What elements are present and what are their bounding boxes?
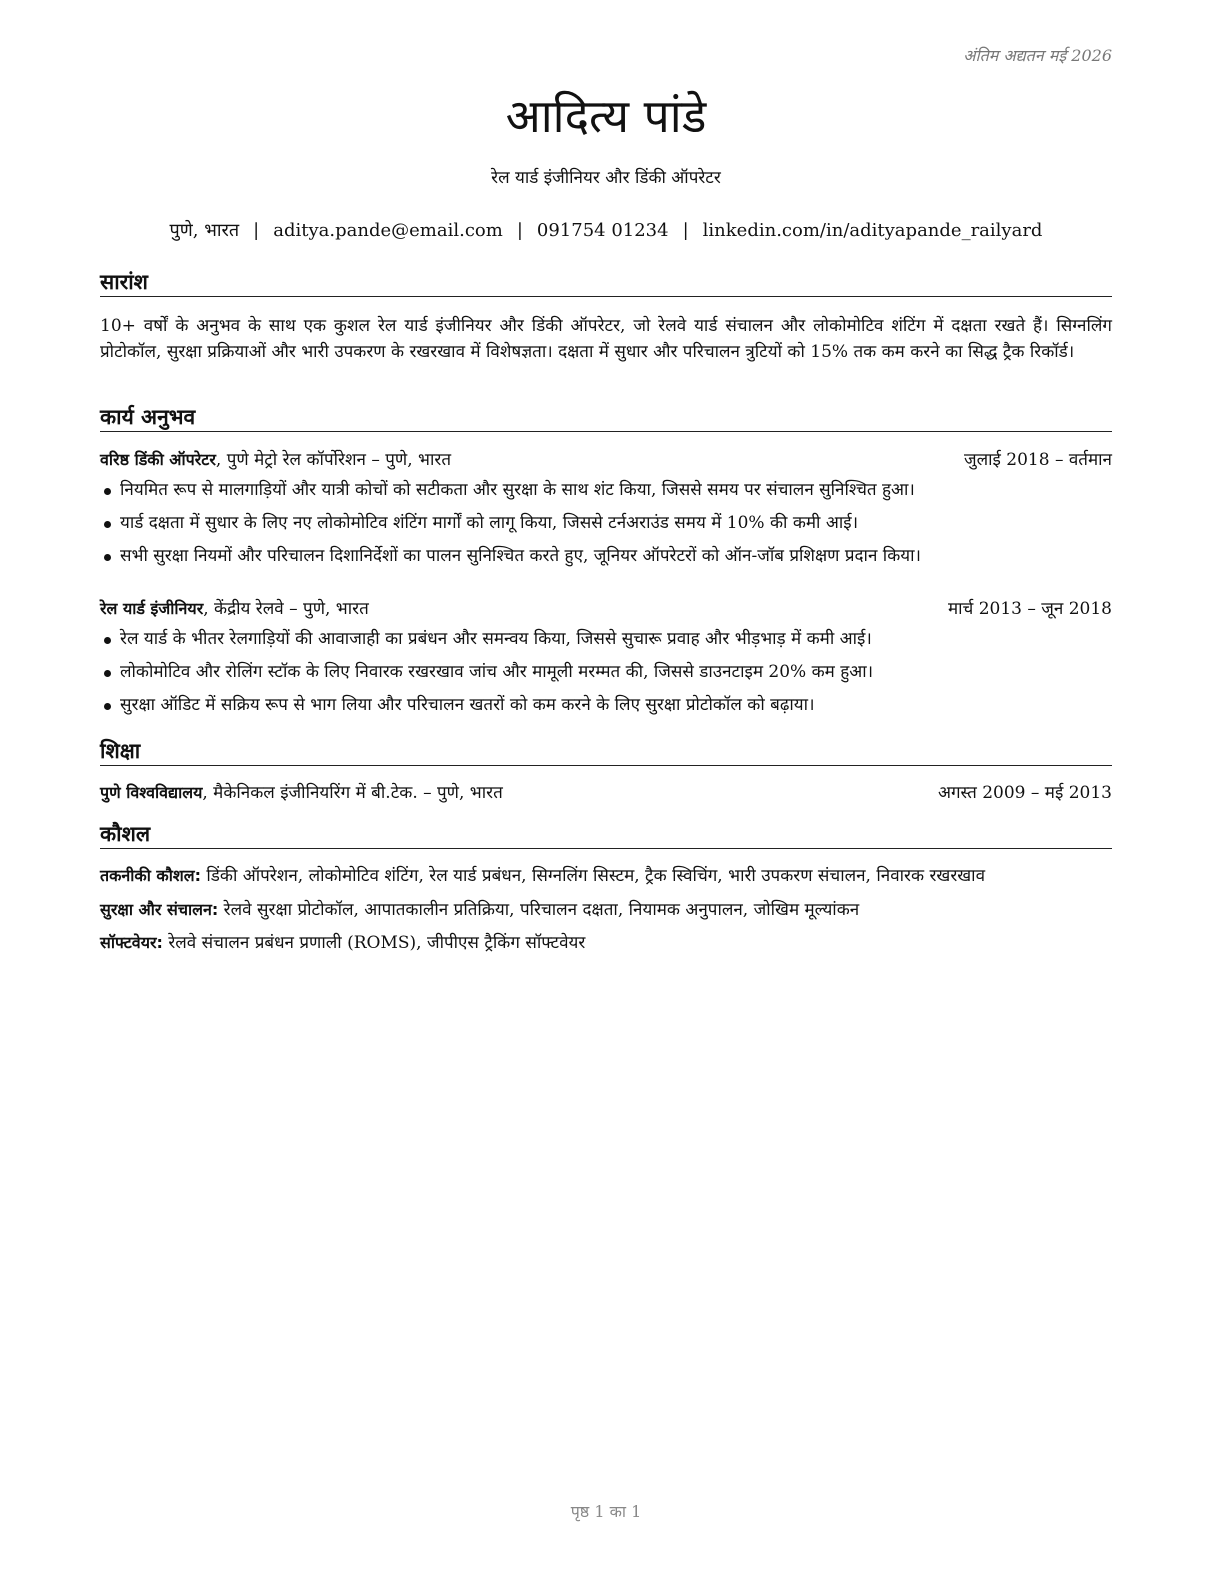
job-role: वरिष्ठ डिंकी ऑपरेटर [100,450,216,469]
education-institution-degree [100,781,503,805]
summary-text: 10+ वर्षों के अनुभव के साथ एक कुशल रेल यार्ड इंजीनियर और डिंकी ऑपरेटर, जो रेलवे यार्ड संचालन और लोकोमोटिव शंटिंग में दक्षता रखते हैं। सिग्नलिंग प्रोटोकॉल, सुरक्षा प्रक्रियाओं और भारी उपकरण के रखरखाव में विशेषज्ञता। दक्षता में सुधार और परिचालन त्रुटियों को 15% तक कम करने का सिद्ध ट्रैक रिकॉर्ड। [100,316,1112,362]
job-bullet: रेल यार्ड के भीतर रेलगाड़ियों की आवाजाही का प्रबंधन और समन्वय किया, जिससे सुचारू प्रवाह और भीड़भाड़ में कमी आई। [100,627,1112,660]
contact-location: पुणे, भारत [169,220,240,241]
education-entry [100,781,1112,805]
job-bullet: यार्ड दक्षता में सुधार के लिए नए लोकोमोटिव शंटिंग मार्गों को लागू किया, जिससे टर्नअराउंड समय में 10% की कमी आई। [100,511,1112,544]
job-org: , केंद्रीय रेलवे – पुणे, भारत [203,599,369,619]
contact-linkedin[interactable]: linkedin.com/in/adityapande_railyard [702,220,1043,241]
skill-value: रेलवे सुरक्षा प्रोटोकॉल, आपातकालीन प्रतिक्रिया, परिचालन दक्षता, नियामक अनुपालन, जोखिम मूल्यांकन [218,900,860,920]
section-title-experience: कार्य अनुभव [100,403,1112,432]
job-header [100,448,1112,472]
resume-page [100,0,1112,1584]
contact-phone: 091754 01234 [536,220,669,241]
contact-separator: | [516,220,523,241]
job-role-org [100,597,369,621]
job-bullet: लोकोमोटिव और रोलिंग स्टॉक के लिए निवारक रखरखाव जांच और मामूली मरम्मत की, जिससे डाउनटाइम 20% कम हुआ। [100,660,1112,693]
contact-separator: | [253,220,260,241]
contact-separator: | [682,220,689,241]
contact-email[interactable]: aditya.pande@email.com [273,220,503,241]
job-org: , पुणे मेट्रो रेल कॉर्पोरेशन – पुणे, भारत [215,450,452,470]
skill-label: सुरक्षा और संचालन: [100,900,219,919]
skill-label: सॉफ्टवेयर: [100,933,163,952]
section-title-education: शिक्षा [100,737,1112,766]
skill-line [100,898,1112,922]
job-bullet: नियमित रूप से मालगाड़ियों और यात्री कोचों को सटीकता और सुरक्षा के साथ शंट किया, जिससे समय पर संचालन सुनिश्चित हुआ। [100,478,1112,511]
job-bullets [100,478,1112,577]
section-title-summary: सारांश [100,268,1112,297]
job-header [100,597,1112,621]
job-dates: मार्च 2013 – जून 2018 [947,599,1112,619]
skill-line [100,931,1112,955]
job-bullet: सुरक्षा ऑडिट में सक्रिय रूप से भाग लिया और परिचालन खतरों को कम करने के लिए सुरक्षा प्रोटोकॉल को बढ़ाया। [100,693,1112,726]
job-bullets [100,627,1112,726]
last-updated: अंतिम अद्यतन मई 2026 [963,46,1112,65]
section-title-skills: कौशल [100,820,1112,849]
education-degree: , मैकेनिकल इंजीनियरिंग में बी.टेक. – पुणे, भारत [202,783,503,803]
job-bullet: सभी सुरक्षा नियमों और परिचालन दिशानिर्देशों का पालन सुनिश्चित करते हुए, जूनियर ऑपरेटरों को ऑन-जॉब प्रशिक्षण प्रदान किया। [100,544,1112,577]
skill-value: डिंकी ऑपरेशन, लोकोमोटिव शंटिंग, रेल यार्ड प्रबंधन, सिग्नलिंग सिस्टम, ट्रैक स्विचिंग, भारी उपकरण संचालन, निवारक रखरखाव [201,866,986,886]
job-role: रेल यार्ड इंजीनियर [100,599,204,618]
page-number: पृष्ठ 1 का 1 [570,1502,642,1521]
job-role-org [100,448,451,472]
contact-line [100,218,1112,244]
education-dates: अगस्त 2009 – मई 2013 [937,783,1112,803]
skill-value: रेलवे संचालन प्रबंधन प्रणाली (ROMS), जीपीएस ट्रैकिंग सॉफ्टवेयर [162,933,586,953]
candidate-name: आदित्य पांडे [505,89,707,143]
skill-line [100,864,1112,888]
job-dates: जुलाई 2018 – वर्तमान [963,450,1112,470]
candidate-title: रेल यार्ड इंजीनियर और डिंकी ऑपरेटर [491,168,721,188]
skill-label: तकनीकी कौशल: [100,866,201,885]
education-institution: पुणे विश्वविद्यालय [100,783,203,802]
